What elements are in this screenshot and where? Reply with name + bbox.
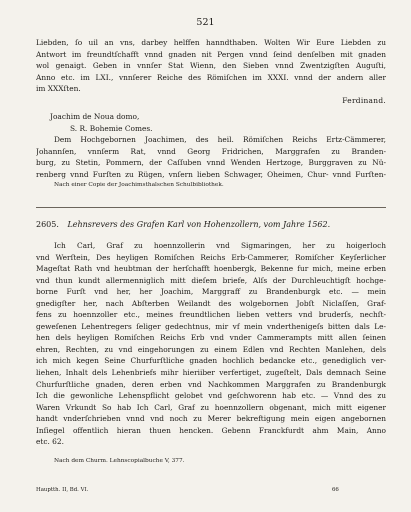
letter-line: Liebden, ſo uil an vns, darbey helffen hanndthaben. Wolten Wir Eure Liebden zu xyxy=(36,38,386,47)
document-line: ehren, Rechten, zu vnd eingehorungen zu einem Edlen vnd Rechten Manlehen, dels xyxy=(36,344,386,354)
document-heading xyxy=(36,219,386,230)
letter-subscription xyxy=(36,111,386,134)
document-line: fens zu hoennzoller etc., meines freundtlichen lieben vetters vnd bruderſs, nechſt- xyxy=(36,310,386,320)
letter-address xyxy=(36,134,386,180)
document-body xyxy=(36,240,386,448)
document-number: 2605. xyxy=(36,220,59,229)
document-source-note: Nach dem Churm. Lehnscopialbuche V, 377. xyxy=(54,458,185,464)
subscription-line: S. R. Bohemie Comes. xyxy=(70,123,153,133)
letter-signature: Ferdinand. xyxy=(342,96,386,105)
document-line: hen dels heyligen Romiſchen Reichs Erb vnd vnder Cammerampts mitt allen ſeinen xyxy=(36,333,386,343)
letter-line: wol genaigt. Geben in vnnſer Stat Wienn, den Sieben vnnd Zwentzigſten Auguſti, xyxy=(36,61,386,71)
address-line: Dem Hochgebornen Joachimen, des heil. Römiſchen Reichs Ertz-Cämmerer, xyxy=(54,135,386,144)
document-line: borne Furſt vnd her, her Joachim, Marggraff zu Brandenburgk etc. — mein xyxy=(36,287,386,297)
document-line: liehen, Inhalt dels Lehenbriefs mihr hieriiber verfertiget, zugeſtelt, Dals demnach Seine xyxy=(36,368,386,378)
document-line: ich mich kegen Seine Churfurſtliche gnaden hochlich bedancke etc., genediglich ver- xyxy=(36,356,386,366)
letter-line: im XXXſten. xyxy=(36,84,81,94)
footer-sheet-number: 66 xyxy=(332,487,339,493)
document-line: vnd thun kundt allermenniglich mitt dieſem briefe, Alſs der Durchleuchtigſt hochge- xyxy=(36,275,386,285)
document-line: Inſiegel offentlich hieran thuen hencken. Gebenn Franckfurdt ahm Main, Anno xyxy=(36,425,386,435)
address-line: burg, zu Stetin, Pommern, der Caſſuben vnnd Wenden Hertzoge, Burggraven zu Nü- xyxy=(36,158,386,168)
section-divider xyxy=(36,207,386,208)
document-line: Churfurſtliche gnaden, deren erben vnd Nachkommen Marggrafen zu Brandenburgk xyxy=(36,379,386,389)
address-line: renberg vnnd Furſten zu Rügen, vnſern lieben Schwager, Oheimen, Chur- vnnd Furſten- xyxy=(36,169,386,179)
letter-line: Anno etc. im LXI., vnnſerer Reiche des Römiſchen im XXXI. vnnd der andern aller xyxy=(36,72,386,82)
document-line: geweſenen Lehentregers ſeliger gedechtnus, mir vf mein vnderthenigeſs bitten dals Le- xyxy=(36,321,386,331)
page-number: 521 xyxy=(196,17,215,28)
document-line: gnedigſter her, nach Abſterben Weilandt des wolgebornen Jobſt Niclaſſen, Graf- xyxy=(36,298,386,308)
document-line: vnd Werſtein, Des heyligen Romiſchen Reichs Erb-Cammerer, Romiſcher Keyſerlicher xyxy=(36,252,386,262)
letter-body xyxy=(36,37,386,95)
document-line: Waren Vrkundt So hab Ich Carl, Graf zu hoennzollern obgenant, mich mitt eigener xyxy=(36,402,386,412)
address-line: Johannſen, vnnſerm Rat, vnnd Georg Fridrichen, Marggrafen zu Branden- xyxy=(36,146,386,156)
document-title: Lehnsrevers des Grafen Karl von Hohenzollern, vom Jahre 1562. xyxy=(67,220,331,229)
document-line: handt vnderſchrieben vnnd vnd noch zu Merer bekreftigung mein eigen angebornen xyxy=(36,414,386,424)
document-line: Mageſtat Rath vnd heubtman der herſchafft hoenbergk, Bekenne fur mich, meine erben xyxy=(36,264,386,274)
letter-source-note: Nach einer Copie der Joachimsthalschen Schulbibliothek. xyxy=(54,182,224,188)
subscription-line: Joachim de Noua domo, xyxy=(50,112,140,121)
document-line: Ich die gewonliche Lehenspflicht gelobet vnd geſchworenn hab etc. — Vnnd des zu xyxy=(36,391,386,401)
document-line: etc. 62. xyxy=(36,437,64,447)
letter-line: Antwort im freundtſchafft vnnd gnaden nit Pergen vnnd ſeind denſelben mit gnaden xyxy=(36,49,386,59)
footer-volume: Hauptth. II, Bd. VI. xyxy=(36,487,89,493)
document-line: Ich Carl, Graf zu hoennzollerin vnd Sigmaringen, her zu hoigerloch xyxy=(54,241,386,250)
